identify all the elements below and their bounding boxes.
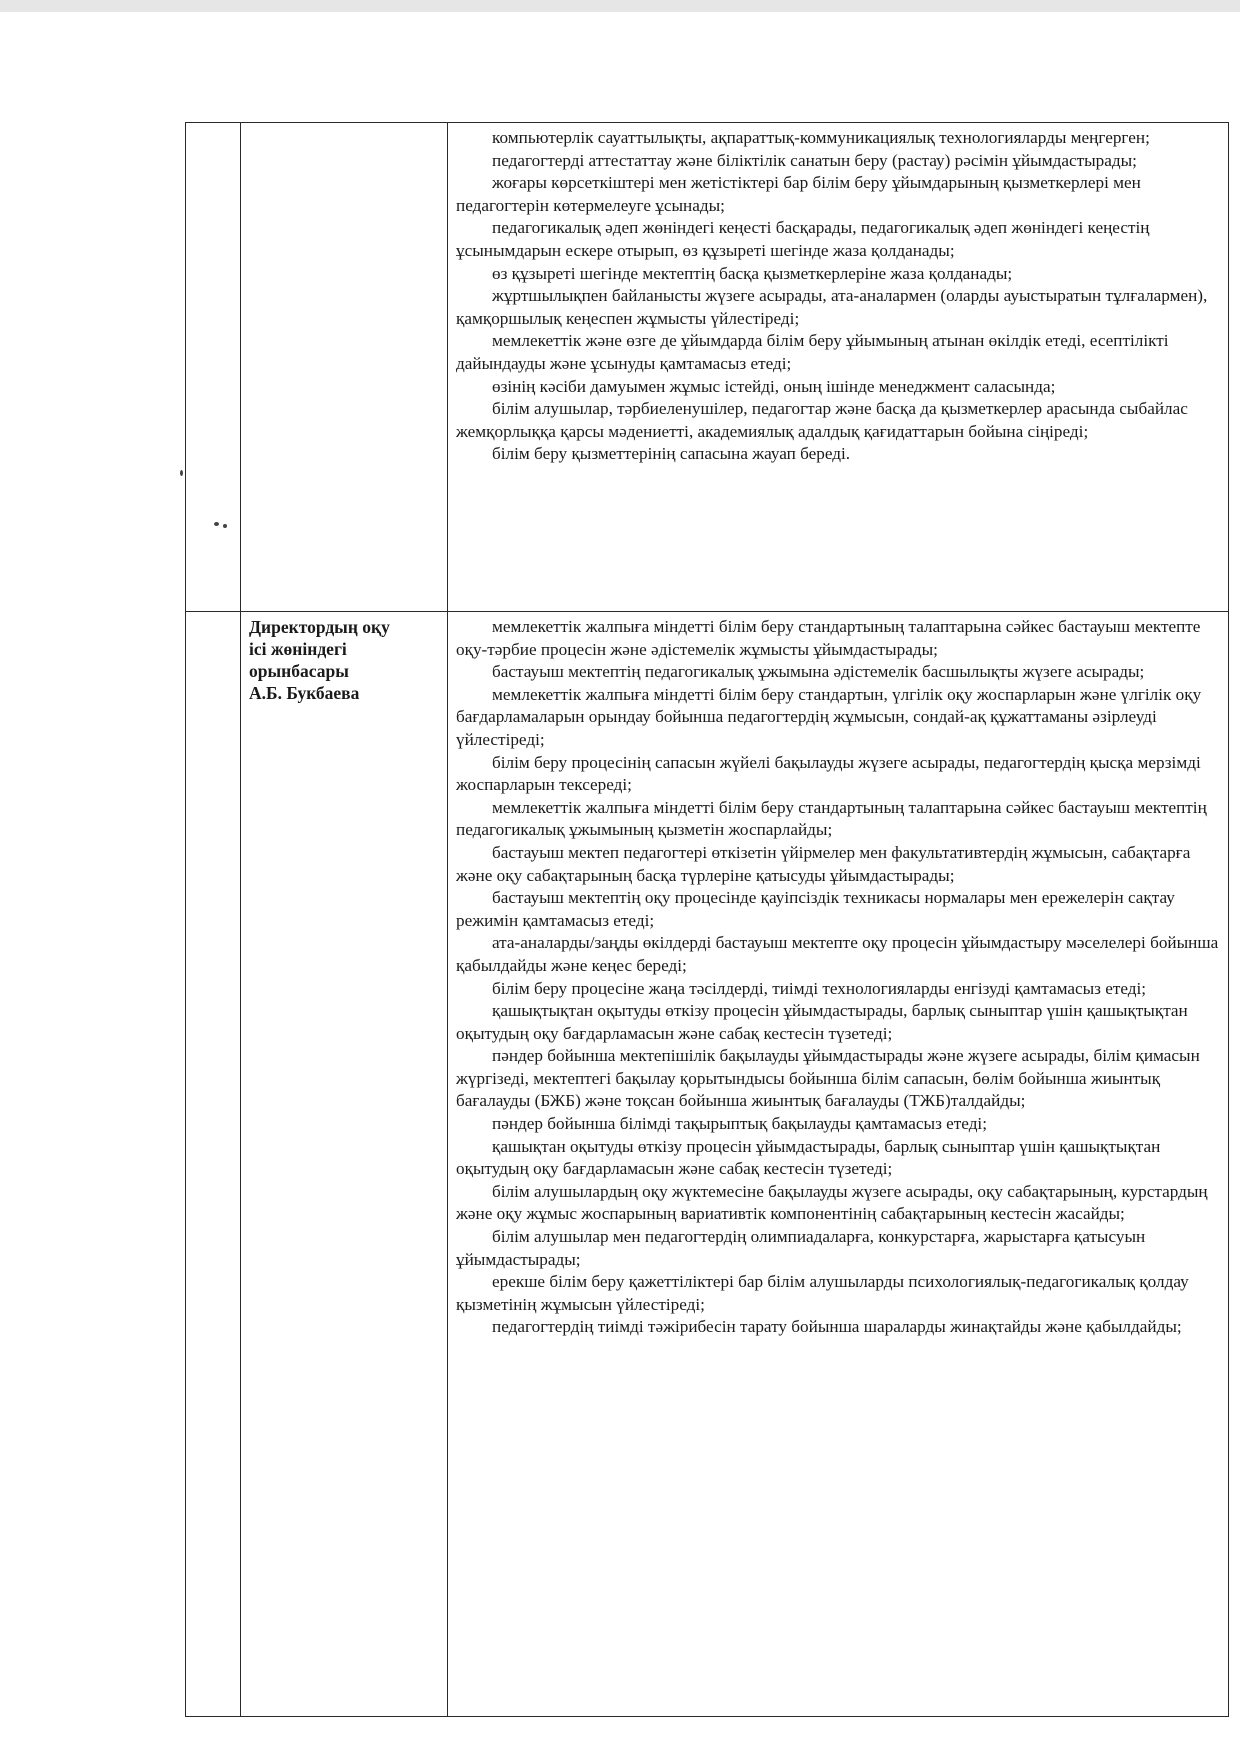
duty-item: пәндер бойынша мектепішілік бақылауды ұйымдастырады және жүзеге асырады, білім қимасын жүргізеді, мектептегі бақылау қорытындысы бойынша білім сапасын, бөлім бойынша жиынтық бағалауды (БЖБ) және тоқсан бойынша жиынтық бағалауды (ТЖБ)талдайды; — [456, 1046, 1200, 1111]
duties-list — [456, 616, 1220, 1339]
duty-item: өзінің кәсіби дамуымен жұмыс істейді, оның ішінде менеджмент саласында; — [492, 376, 1056, 396]
duty-item: компьютерлік сауаттылықты, ақпараттық-коммуникациялық технологияларды меңгерген; — [492, 128, 1150, 147]
duty-item: мемлекеттік және өзге де ұйымдарда білім беру ұйымының атынан өкілдік етеді, есептілікті дайындауды және ұсынуды қамтамасыз етеді; — [456, 331, 1169, 373]
duties-cell — [448, 123, 1229, 612]
duty-item: бастауыш мектеп педагогтері өткізетін үйірмелер мен факультативтердің жұмысын, сабақтарға және оқу сабақтарының басқа түрлеріне қатысуды ұйымдастырады; — [456, 842, 1191, 885]
duty-item: пәндер бойынша білімді тақырыптық бақылауды қамтамасыз етеді; — [492, 1114, 987, 1134]
duty-item: жоғары көрсеткіштері мен жетістіктері бар білім беру ұйымдарының қызметкерлері мен педагогтерін көтермелеуге ұсынады; — [456, 173, 1141, 215]
table-row — [186, 123, 1229, 612]
duty-item: қашықтықтан оқытуды өткізу процесін ұйымдастырады, барлық сыныптар үшін қашықтықтан оқытудың оқу бағдарламасын және сабақ кестесін түзетеді; — [456, 1001, 1188, 1043]
table-row — [186, 612, 1229, 1717]
duty-item: білім беру процесіне жаңа тәсілдерді, тиімді технологияларды енгізуді қамтамасыз етеді; — [492, 978, 1147, 998]
duty-item: білім алушылар, тәрбиеленушілер, педагогтар және басқа да қызметкерлер арасында сыбайлас жемқорлыққа қарсы мәдениетті, академиялық адалдық қағидаттарын бойына сіңіреді; — [456, 399, 1188, 441]
duty-item: бастауыш мектептің оқу процесінде қауіпсіздік техникасы нормалары мен ережелерін сақтау режимін қамтамасыз етеді; — [456, 888, 1175, 930]
duties-table — [185, 122, 1229, 1717]
position-cell — [241, 123, 448, 612]
duty-item: білім алушылар мен педагогтердің олимпиадаларға, конкурстарға, жарыстарға қатысуын ұйымдастырады; — [456, 1227, 1146, 1269]
duty-item: білім беру қызметтерінің сапасына жауап береді. — [492, 444, 851, 464]
duty-item: қашықтан оқытуды өткізу процесін ұйымдастырады, барлық сыныптар үшін қашықтықтан оқытудың оқу бағдарламасын және сабақ кестесін түзетеді; — [456, 1136, 1161, 1179]
duty-item: ата-аналарды/заңды өкілдерді бастауыш мектепте оқу процесін ұйымдастыру мәселелері бойынша қабылдайды және кеңес береді; — [456, 933, 1219, 975]
duty-item: ерекше білім беру қажеттіліктері бар білім алушыларды психологиялық-педагогикалық қолдау қызметінің жұмысын үйлестіреді; — [456, 1272, 1189, 1314]
duty-item: мемлекеттік жалпыға міндетті білім беру стандартының талаптарына сәйкес бастауыш мектептің педагогикалық ұжымының қызметін жоспарлайды; — [456, 797, 1207, 840]
scan-edge — [0, 0, 1240, 12]
position-cell — [241, 612, 448, 1717]
duty-item: педагогтерді аттестаттау және біліктілік санатын беру (растау) рәсімін ұйымдастырады; — [492, 150, 1137, 170]
scan-speck — [180, 470, 183, 476]
duty-item: мемлекеттік жалпыға міндетті білім беру стандартының талаптарына сәйкес бастауыш мектепте оқу-тәрбие процесін және әдістемелік жұмысты ұйымдастырады; — [456, 617, 1201, 659]
duty-item: педагогикалық әдеп жөніндегі кеңесті басқарады, педагогикалық әдеп жөніндегі кеңестің ұсынымдарын ескере отырып, өз құзыреті шегінде жаза қолданады; — [456, 218, 1150, 260]
number-cell — [186, 612, 241, 1717]
duties-cell — [448, 612, 1229, 1717]
duty-item: білім алушылардың оқу жүктемесіне бақылауды жүзеге асырады, оқу сабақтарының, курстардың және оқу жұмыс жоспарының вариативтік компонентінің сабақтарының кестесін жасайды; — [456, 1181, 1208, 1224]
duty-item: жұртшылықпен байланысты жүзеге асырады, ата-аналармен (оларды ауыстыратын тұлғалармен), қамқоршылық кеңеспен жұмысты үйлестіреді; — [456, 286, 1208, 328]
position-title: Директордың оқу ісі жөніндегі орынбасары А.Б. Букбаева — [249, 617, 390, 703]
duty-item: білім беру процесінің сапасын жүйелі бақылауды жүзеге асырады, педагогтердің қысқа мерзімді жоспарларын тексереді; — [456, 752, 1201, 795]
duty-item: мемлекеттік жалпыға міндетті білім беру стандартын, үлгілік оқу жоспарларын және үлгілік оқу бағдарламаларын орындау бойынша педагогтердің жұмысын, сондай-ақ құжаттаманы әзірлеуді үйлестіреді; — [456, 684, 1202, 749]
duty-item: бастауыш мектептің педагогикалық ұжымына әдістемелік басшылықты жүзеге асырады; — [492, 662, 1145, 682]
duty-item: педагогтердің тиімді тәжірибесін тарату бойынша шараларды жинақтайды және қабылдайды; — [492, 1317, 1182, 1337]
duties-list — [456, 127, 1220, 466]
number-cell — [186, 123, 241, 612]
duty-item: өз құзыреті шегінде мектептің басқа қызметкерлеріне жаза қолданады; — [492, 263, 1013, 283]
